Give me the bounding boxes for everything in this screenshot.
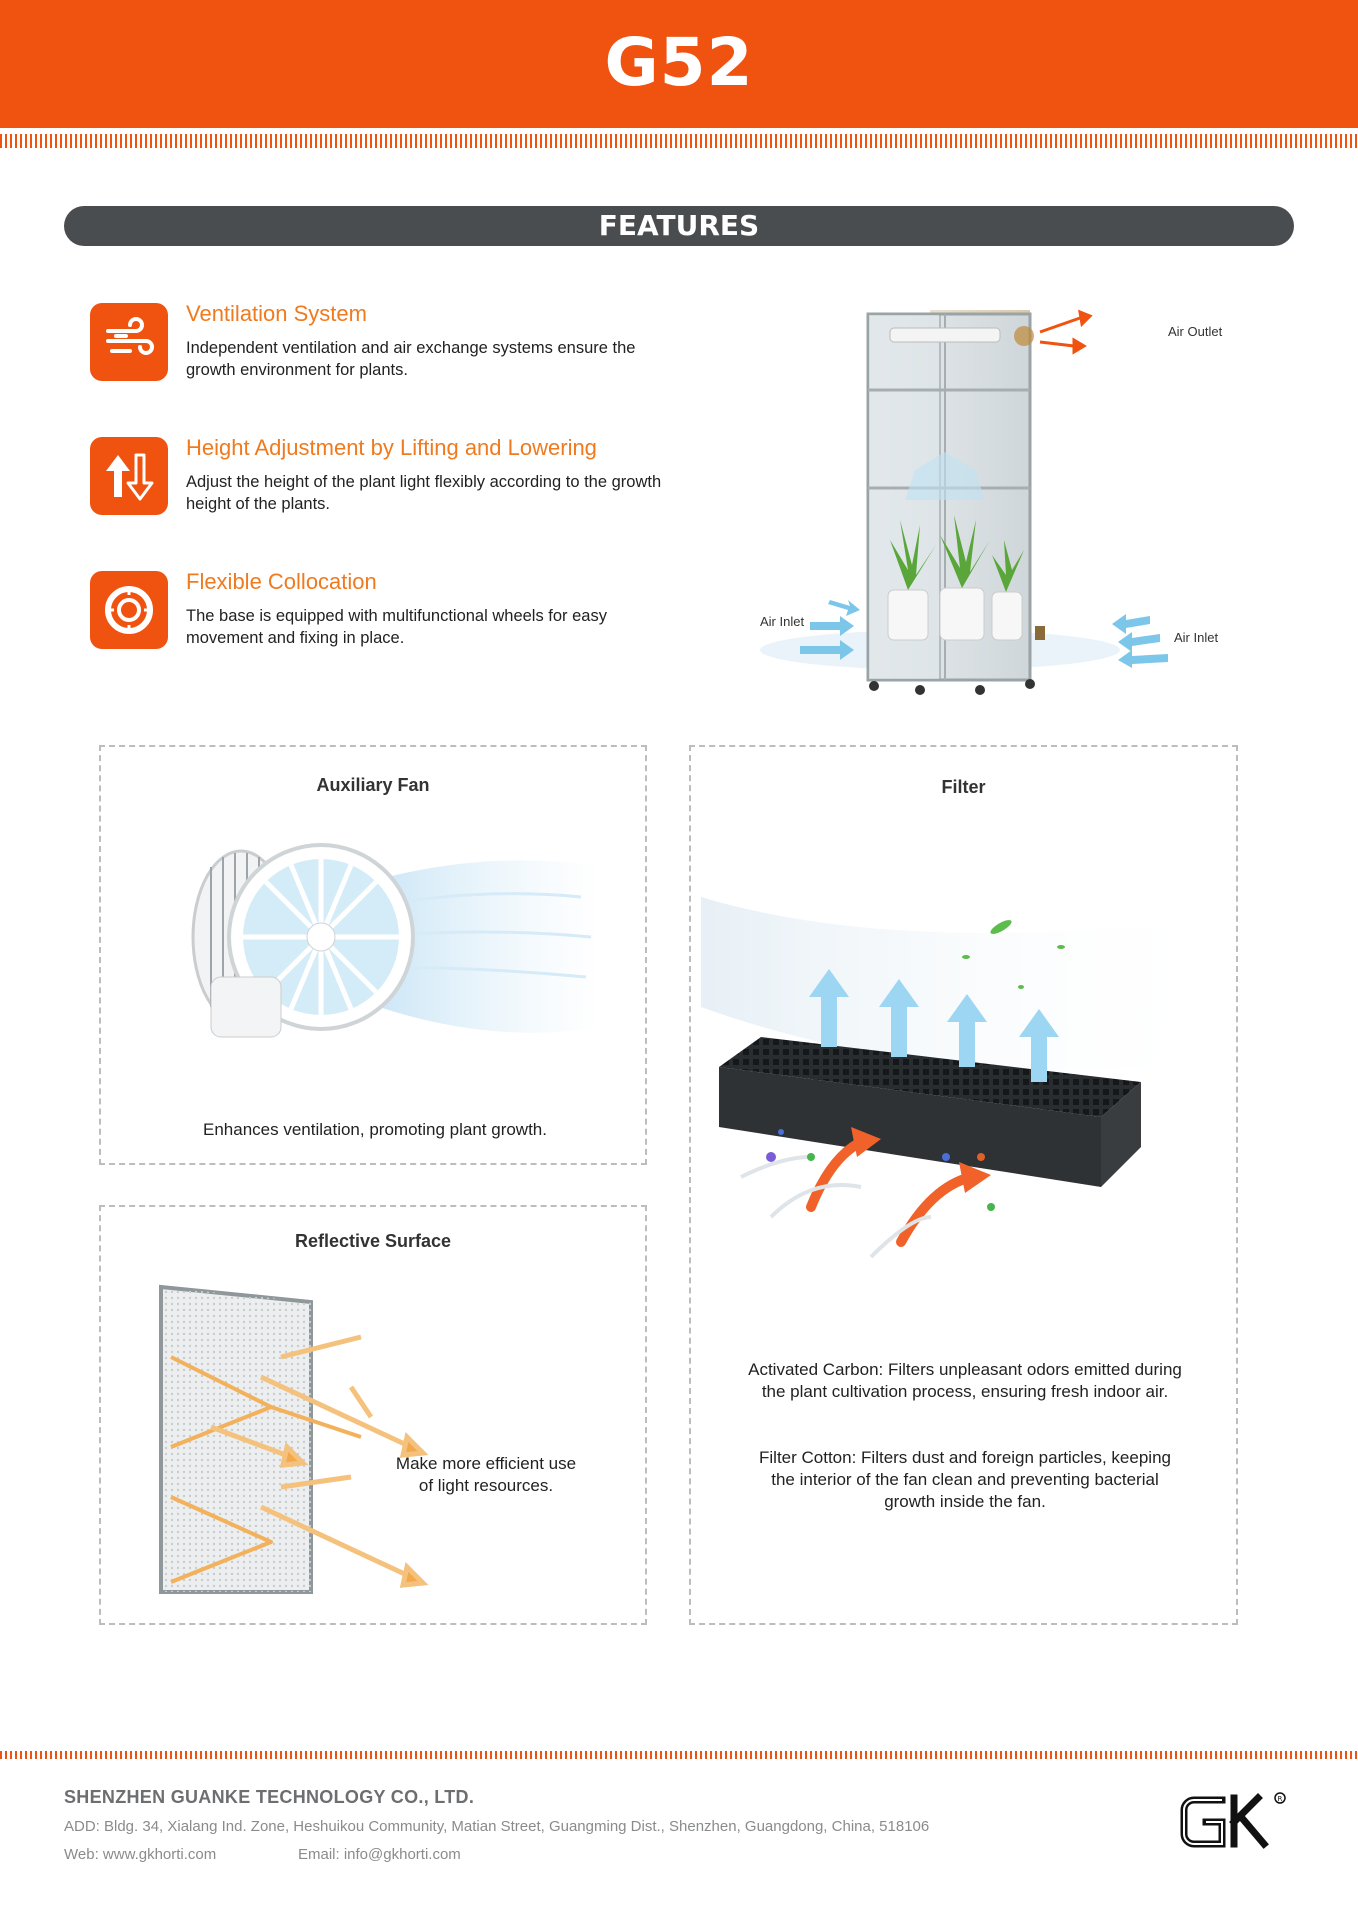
filter-panel: [689, 745, 1238, 1625]
ventilation-icon: [90, 303, 168, 381]
air-inlet-left-label: Air Inlet: [760, 614, 805, 629]
air-inlet-right-label: Air Inlet: [1174, 630, 1219, 645]
panel-title: Auxiliary Fan: [316, 775, 430, 795]
filter-cotton-caption: Filter Cotton: Filters dust and foreign particles, keeping the interior of the fan clean and preventing bacterial growth inside the fan.: [759, 1448, 1171, 1511]
fan-illustration: [181, 827, 611, 1067]
feature-description: Independent ventilation and air exchange systems ensure the growth environment for plants.: [186, 339, 636, 379]
header-banner: [0, 0, 1358, 128]
company-name: SHENZHEN GUANKE TECHNOLOGY CO., LTD.: [64, 1787, 475, 1807]
activated-carbon-caption: Activated Carbon: Filters unpleasant odors emitted during the plant cultivation process, ensuring fresh indoor air.: [748, 1360, 1182, 1401]
panel-title: Filter: [941, 777, 986, 797]
feature-description: The base is equipped with multifunctional wheels for easy movement and fixing in place.: [186, 607, 607, 647]
feature-description: Adjust the height of the plant light flexibly according to the growth height of the plants.: [186, 473, 662, 513]
features-heading: FEATURES: [64, 206, 1294, 246]
feature-height-adjustment: [90, 437, 690, 517]
auxiliary-fan-panel: [99, 745, 647, 1165]
grow-cabinet-illustration: [740, 270, 1300, 710]
feature-title: Flexible Collocation: [186, 569, 377, 594]
panel-title: Reflective Surface: [294, 1231, 452, 1251]
email-link[interactable]: Email: info@gkhorti.com: [298, 1846, 461, 1863]
footer-tick-divider: [0, 1751, 1358, 1759]
feature-ventilation: [90, 303, 690, 383]
height-adjust-icon: [90, 437, 168, 515]
panel-caption: Make more efficient use of light resources.: [395, 1454, 577, 1495]
filter-illustration: [701, 857, 1231, 1277]
svg-text:R: R: [1277, 1795, 1283, 1803]
air-outlet-label: Air Outlet: [1168, 324, 1223, 339]
feature-title: Ventilation System: [186, 301, 367, 326]
company-address: ADD: Bldg. 34, Xialang Ind. Zone, Heshuikou Community, Matian Street, Guangming Dist., Shenzhen, Guangdong, China, 518106: [64, 1818, 930, 1835]
page-title: G52: [604, 24, 754, 101]
feature-title: Height Adjustment by Lifting and Lowering: [186, 435, 597, 460]
wheel-icon: [90, 571, 168, 649]
gk-logo: [1176, 1786, 1296, 1856]
panel-caption: Enhances ventilation, promoting plant growth.: [203, 1120, 547, 1139]
reflective-panel-illustration: [151, 1277, 471, 1607]
feature-flexible-collocation: [90, 571, 690, 651]
header-tick-divider: [0, 134, 1358, 148]
reflective-surface-panel: [99, 1205, 647, 1625]
website-link[interactable]: Web: www.gkhorti.com: [64, 1846, 217, 1863]
